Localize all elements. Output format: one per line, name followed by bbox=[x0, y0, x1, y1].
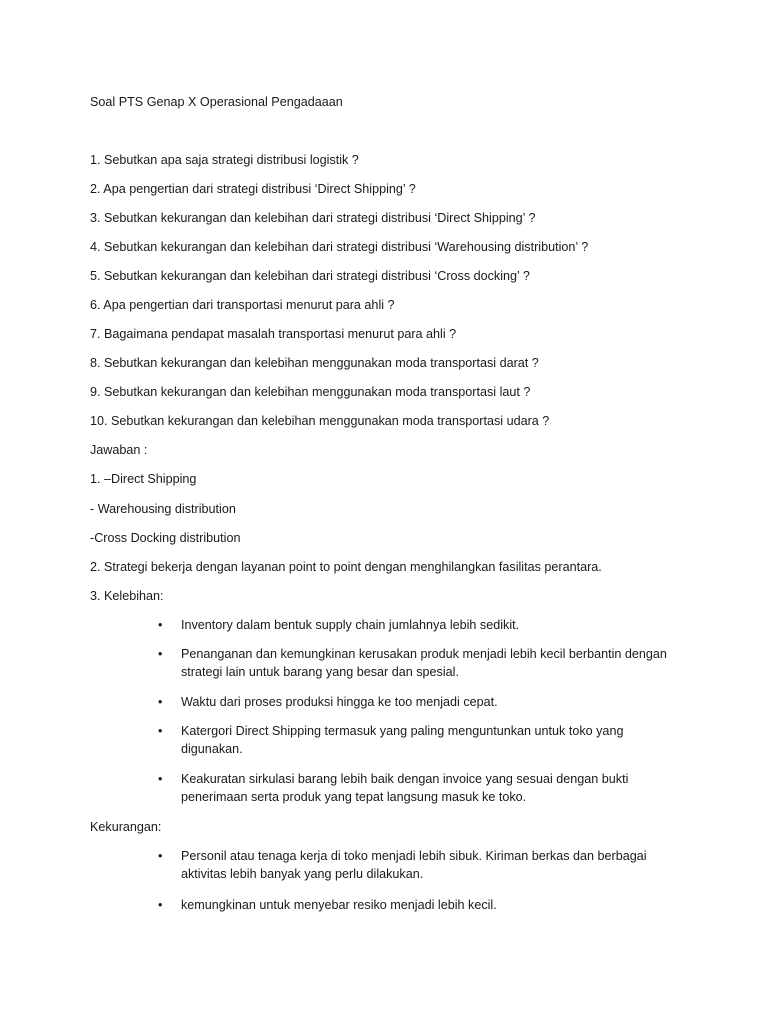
bullet-icon: • bbox=[158, 898, 163, 912]
question-10: 10. Sebutkan kekurangan dan kelebihan menggunakan moda transportasi udara ? bbox=[90, 414, 550, 428]
kekurangan-item-2: kemungkinan untuk menyebar resiko menjadi lebih kecil. bbox=[181, 898, 497, 912]
answers-label: Jawaban : bbox=[90, 443, 148, 457]
question-4: 4. Sebutkan kekurangan dan kelebihan dari strategi distribusi ‘Warehousing distribution’ ? bbox=[90, 240, 589, 254]
question-7: 7. Bagaimana pendapat masalah transportasi menurut para ahli ? bbox=[90, 327, 457, 341]
document-title: Soal PTS Genap X Operasional Pengadaaan bbox=[90, 95, 343, 109]
bullet-icon: • bbox=[158, 647, 163, 661]
question-6: 6. Apa pengertian dari transportasi menurut para ahli ? bbox=[90, 298, 395, 312]
kelebihan-item-3: Waktu dari proses produksi hingga ke too menjadi cepat. bbox=[181, 695, 498, 709]
bullet-icon: • bbox=[158, 724, 163, 738]
kelebihan-item-2: Penanganan dan kemungkinan kerusakan produk menjadi lebih kecil berbantin dengan strategi lain untuk barang yang besar dan spesial. bbox=[181, 647, 667, 679]
kekurangan-item-1: Personil atau tenaga kerja di toko menjadi lebih sibuk. Kiriman berkas dan berbagai aktivitas lebih banyak yang perlu dilakukan. bbox=[181, 849, 647, 881]
question-3: 3. Sebutkan kekurangan dan kelebihan dari strategi distribusi ‘Direct Shipping’ ? bbox=[90, 211, 536, 225]
question-2: 2. Apa pengertian dari strategi distribusi ‘Direct Shipping’ ? bbox=[90, 182, 416, 196]
kelebihan-item-1: Inventory dalam bentuk supply chain jumlahnya lebih sedikit. bbox=[181, 618, 520, 632]
question-8: 8. Sebutkan kekurangan dan kelebihan menggunakan moda transportasi darat ? bbox=[90, 356, 539, 370]
kelebihan-item-4: Katergori Direct Shipping termasuk yang paling menguntunkan untuk toko yang digunakan. bbox=[181, 724, 624, 756]
question-5: 5. Sebutkan kekurangan dan kelebihan dari strategi distribusi ‘Cross docking’ ? bbox=[90, 269, 530, 283]
bullet-icon: • bbox=[158, 618, 163, 632]
bullet-icon: • bbox=[158, 695, 163, 709]
answer-1-line-1: 1. –Direct Shipping bbox=[90, 472, 197, 486]
bullet-icon: • bbox=[158, 772, 163, 786]
bullet-icon: • bbox=[158, 849, 163, 863]
question-1: 1. Sebutkan apa saja strategi distribusi logistik ? bbox=[90, 153, 359, 167]
kekurangan-label: Kekurangan: bbox=[90, 820, 162, 834]
question-9: 9. Sebutkan kekurangan dan kelebihan menggunakan moda transportasi laut ? bbox=[90, 385, 531, 399]
answer-2: 2. Strategi bekerja dengan layanan point to point dengan menghilangkan fasilitas perantara. bbox=[90, 560, 602, 574]
kelebihan-item-5: Keakuratan sirkulasi barang lebih baik dengan invoice yang sesuai dengan bukti penerimaan serta produk yang tepat langsung masuk ke toko. bbox=[181, 772, 629, 804]
answer-1-line-3: -Cross Docking distribution bbox=[90, 531, 241, 545]
answer-1-line-2: - Warehousing distribution bbox=[90, 502, 236, 516]
answer-3-kelebihan-label: 3. Kelebihan: bbox=[90, 589, 164, 603]
